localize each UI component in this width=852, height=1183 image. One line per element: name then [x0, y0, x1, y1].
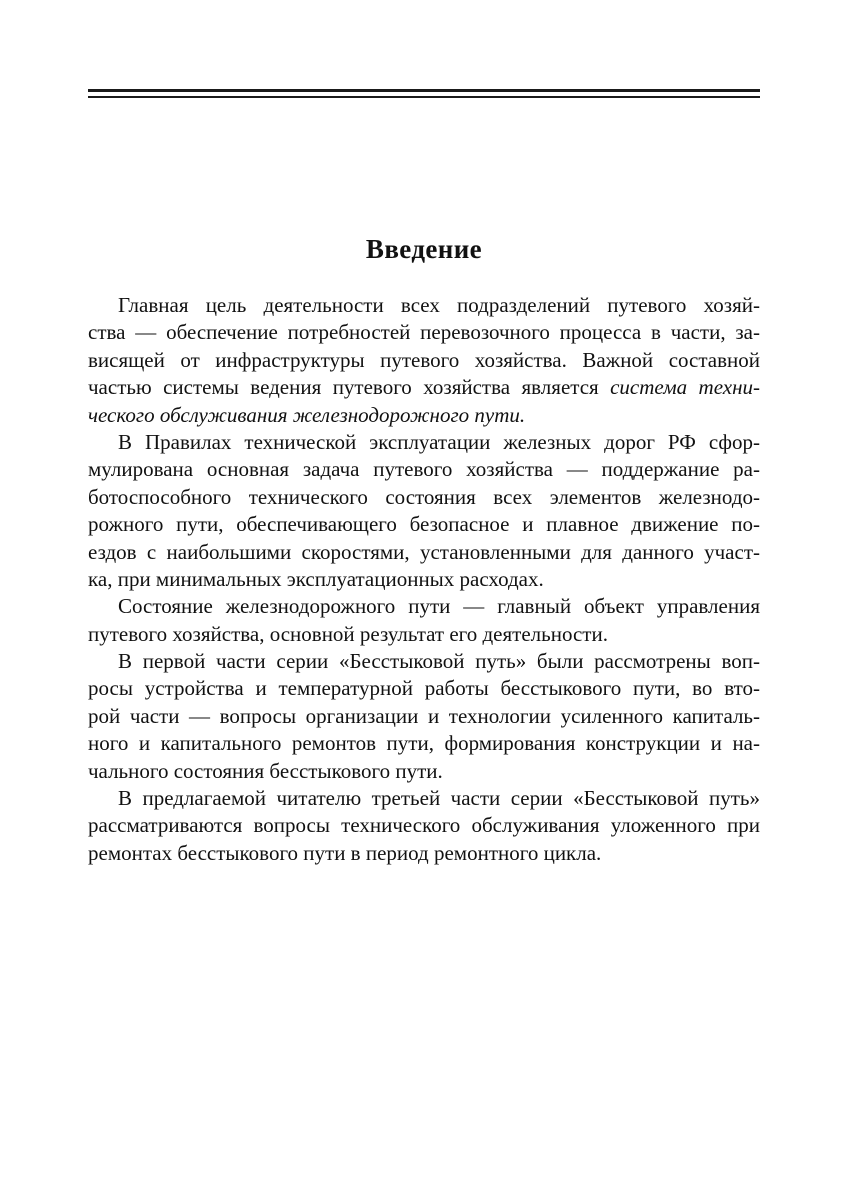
text-line: [88, 593, 760, 620]
text-line: [88, 347, 760, 374]
text-run: мулирована основная задача путевого хозяйства — поддержание ра-: [88, 457, 760, 482]
text-run: Состояние железнодорожного пути — главный объект управления: [118, 594, 760, 619]
body-text: [88, 292, 760, 867]
text-line: [88, 812, 760, 839]
text-run: ства — обеспечение потребностей перевозочного процесса в части, за-: [88, 320, 760, 345]
text-run: ездов с наибольшими скоростями, установленными для данного участ-: [88, 539, 760, 564]
text-line: [88, 648, 760, 675]
text-run: росы устройства и температурной работы бесстыкового пути, во вто-: [88, 676, 760, 701]
page-title: Введение: [365, 234, 483, 264]
text-run: Главная цель деятельности всех подразделений путевого хозяй-: [118, 293, 760, 317]
header-rule-thin: [88, 96, 760, 98]
header-rule-thick: [88, 89, 760, 92]
text-line: [88, 840, 760, 867]
paragraph: [88, 648, 760, 785]
text-run: В Правилах технической эксплуатации железных дорог РФ сфор-: [118, 429, 760, 454]
italic-text: система техни-: [610, 375, 760, 400]
text-line: [88, 429, 760, 456]
text-run: частью системы ведения путевого хозяйства является: [88, 375, 611, 400]
paragraph: [88, 429, 760, 593]
text-line: [88, 703, 760, 730]
text-run: чального состояния бесстыкового пути.: [88, 758, 443, 783]
italic-text: ческого обслуживания железнодорожного пути.: [88, 402, 526, 427]
text-line: [88, 675, 760, 702]
text-run: рассматриваются вопросы технического обслуживания уложенного при: [88, 813, 760, 838]
text-line: [88, 319, 760, 346]
text-line: [88, 402, 760, 429]
paragraph: [88, 292, 760, 429]
text-run: рой части — вопросы организации и технологии усиленного капиталь-: [88, 703, 760, 728]
text-run: ремонтах бесстыкового пути в период ремонтного цикла.: [88, 840, 602, 865]
text-line: [88, 511, 760, 538]
text-line: [88, 566, 760, 593]
text-line: [88, 292, 760, 319]
paragraph: [88, 785, 760, 867]
text-line: [88, 374, 760, 401]
text-line: [88, 758, 760, 785]
text-run: ботоспособного технического состояния всех элементов железнодо-: [88, 484, 760, 509]
text-run: В первой части серии «Бесстыковой путь» были рассмотрены воп-: [118, 649, 760, 674]
text-run: В предлагаемой читателю третьей части серии «Бесстыковой путь»: [118, 786, 760, 811]
paragraph: [88, 593, 760, 648]
text-line: [88, 456, 760, 483]
text-line: [88, 539, 760, 566]
text-run: путевого хозяйства, основной результат его деятельности.: [88, 621, 608, 646]
text-line: [88, 785, 760, 812]
text-run: ка, при минимальных эксплуатационных расходах.: [88, 566, 544, 591]
text-run: висящей от инфраструктуры путевого хозяйства. Важной составной: [88, 347, 760, 372]
text-line: [88, 484, 760, 511]
text-line: [88, 621, 760, 648]
text-line: [88, 730, 760, 757]
text-run: рожного пути, обеспечивающего безопасное и плавное движение по-: [88, 512, 760, 537]
text-run: ного и капитального ремонтов пути, формирования конструкции и на-: [88, 731, 760, 756]
